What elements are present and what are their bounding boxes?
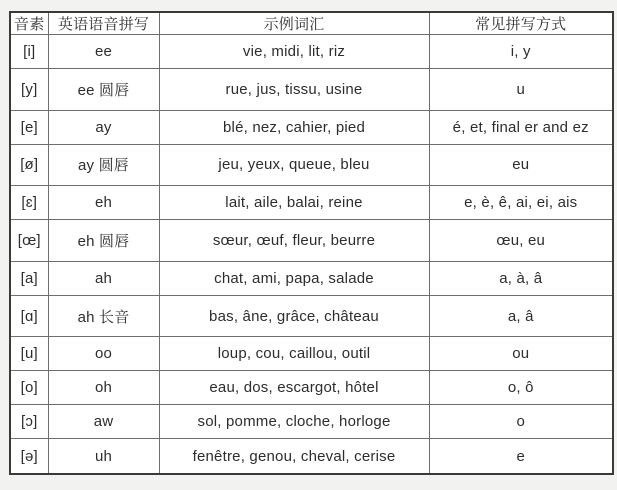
examples-cell: vie, midi, lit, riz: [159, 35, 429, 69]
spelling-cell: oh: [48, 371, 159, 405]
common-spelling-cell: a, â: [429, 295, 613, 337]
phonetics-table-container: [9, 11, 614, 475]
common-spelling-cell: o, ô: [429, 371, 613, 405]
phoneme-cell: [y]: [10, 69, 48, 111]
phoneme-cell: [o]: [10, 371, 48, 405]
table-row: [10, 405, 613, 439]
header-phoneme: 音素: [10, 12, 48, 35]
common-spelling-cell: o: [429, 405, 613, 439]
spelling-cell: ah 长音: [48, 295, 159, 337]
examples-cell: eau, dos, escargot, hôtel: [159, 371, 429, 405]
table-row: [10, 371, 613, 405]
spelling-cell: uh: [48, 439, 159, 474]
phoneme-cell: [a]: [10, 261, 48, 295]
table-row: [10, 220, 613, 262]
examples-cell: sol, pomme, cloche, horloge: [159, 405, 429, 439]
spelling-cell: eh 圆唇: [48, 220, 159, 262]
phonetics-table: [9, 11, 614, 475]
table-row: [10, 261, 613, 295]
common-spelling-cell: eu: [429, 144, 613, 186]
examples-cell: chat, ami, papa, salade: [159, 261, 429, 295]
phoneme-cell: [u]: [10, 337, 48, 371]
header-spelling: 英语语音拼写: [48, 12, 159, 35]
spelling-cell: ee 圆唇: [48, 69, 159, 111]
spelling-cell: eh: [48, 186, 159, 220]
table-row: [10, 337, 613, 371]
common-spelling-cell: u: [429, 69, 613, 111]
phoneme-cell: [œ]: [10, 220, 48, 262]
phoneme-cell: [ɑ]: [10, 295, 48, 337]
table-row: [10, 295, 613, 337]
phoneme-cell: [ɛ]: [10, 186, 48, 220]
examples-cell: sœur, œuf, fleur, beurre: [159, 220, 429, 262]
common-spelling-cell: i, y: [429, 35, 613, 69]
examples-cell: lait, aile, balai, reine: [159, 186, 429, 220]
spelling-cell: ee: [48, 35, 159, 69]
spelling-cell: ah: [48, 261, 159, 295]
common-spelling-cell: œu, eu: [429, 220, 613, 262]
phoneme-cell: [ɔ]: [10, 405, 48, 439]
phoneme-cell: [ə]: [10, 439, 48, 474]
phoneme-cell: [i]: [10, 35, 48, 69]
examples-cell: loup, cou, caillou, outil: [159, 337, 429, 371]
spelling-cell: ay: [48, 110, 159, 144]
examples-cell: jeu, yeux, queue, bleu: [159, 144, 429, 186]
common-spelling-cell: ou: [429, 337, 613, 371]
header-examples: 示例词汇: [159, 12, 429, 35]
examples-cell: bas, âne, grâce, château: [159, 295, 429, 337]
table-row: [10, 35, 613, 69]
phoneme-cell: [e]: [10, 110, 48, 144]
common-spelling-cell: é, et, final er and ez: [429, 110, 613, 144]
spelling-cell: oo: [48, 337, 159, 371]
phoneme-cell: [ø]: [10, 144, 48, 186]
spelling-cell: aw: [48, 405, 159, 439]
spelling-cell: ay 圆唇: [48, 144, 159, 186]
header-row: [10, 12, 613, 35]
common-spelling-cell: e: [429, 439, 613, 474]
common-spelling-cell: a, à, â: [429, 261, 613, 295]
table-row: [10, 110, 613, 144]
examples-cell: rue, jus, tissu, usine: [159, 69, 429, 111]
header-common: 常见拼写方式: [429, 12, 613, 35]
common-spelling-cell: e, è, ê, ai, ei, ais: [429, 186, 613, 220]
table-row: [10, 69, 613, 111]
examples-cell: fenêtre, genou, cheval, cerise: [159, 439, 429, 474]
examples-cell: blé, nez, cahier, pied: [159, 110, 429, 144]
table-row: [10, 144, 613, 186]
table-row: [10, 439, 613, 474]
table-row: [10, 186, 613, 220]
